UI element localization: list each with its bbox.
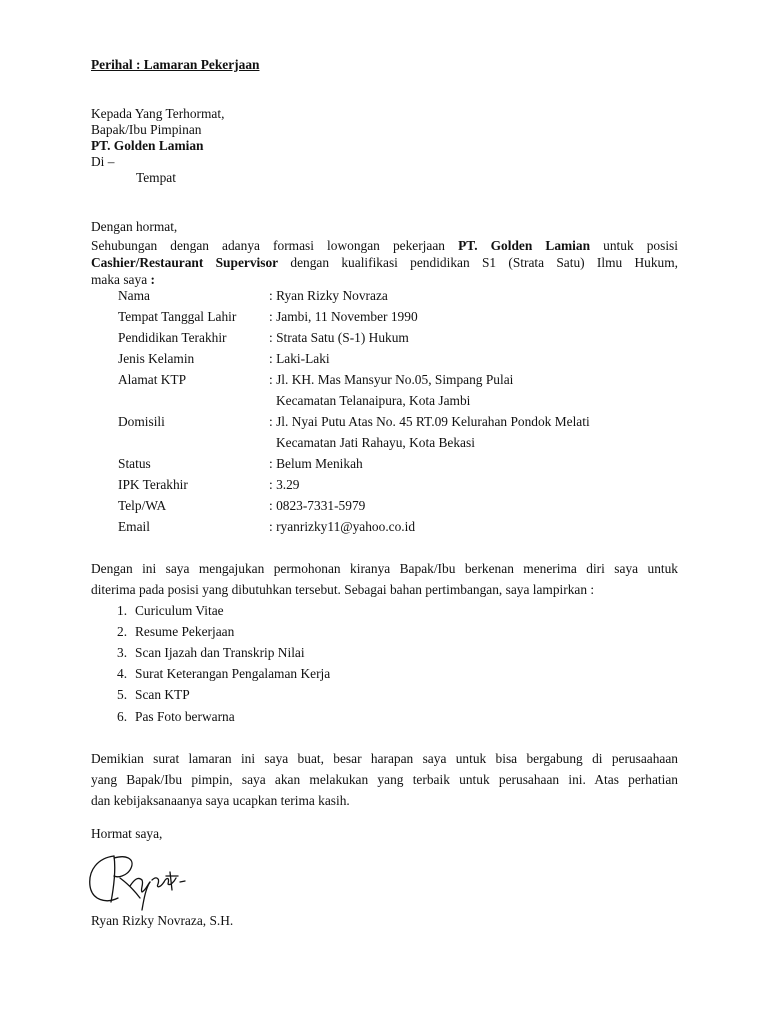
recipient-line1: Kepada Yang Terhormat, xyxy=(91,106,225,121)
request-line2: diterima pada posisi yang dibutuhkan tersebut. Sebagai bahan pertimbangan, saya lampirkan : xyxy=(91,582,595,597)
signoff: Hormat saya, xyxy=(91,826,163,841)
signature-image xyxy=(84,846,189,916)
intro-qualification: dengan kualifikasi pendidikan S1 (Strata Satu) Ilmu Hukum, xyxy=(290,255,678,270)
intro-line1 xyxy=(91,238,678,254)
detail-value-ipk: : 3.29 xyxy=(269,477,300,492)
intro-maka-saya: maka saya xyxy=(91,272,148,287)
attachment-item-6: Pas Foto berwarna xyxy=(135,709,235,724)
attachment-item-2: Resume Pekerjaan xyxy=(135,624,235,639)
detail-value-alamat-ktp-line2: Kecamatan Telanaipura, Kota Jambi xyxy=(276,393,471,408)
detail-label-ttl: Tempat Tanggal Lahir xyxy=(118,309,237,324)
detail-label-nama: Nama xyxy=(118,288,150,303)
letter-subject: Perihal : Lamaran Pekerjaan xyxy=(91,57,260,72)
signer-name: Ryan Rizky Novraza, S.H. xyxy=(91,913,234,928)
detail-label-jenis-kelamin: Jenis Kelamin xyxy=(118,351,195,366)
detail-label-domisili: Domisili xyxy=(118,414,165,429)
attachment-item-4: Surat Keterangan Pengalaman Kerja xyxy=(135,666,331,681)
attachment-num-2: 2. xyxy=(117,624,128,639)
detail-value-alamat-ktp: : Jl. KH. Mas Mansyur No.05, Simpang Pulai xyxy=(269,372,514,387)
detail-value-telp: : 0823-7331-5979 xyxy=(269,498,366,513)
intro-text-c: untuk posisi xyxy=(603,238,678,253)
attachment-item-5: Scan KTP xyxy=(135,687,190,702)
detail-value-pendidikan: : Strata Satu (S-1) Hukum xyxy=(269,330,409,345)
detail-label-ipk: IPK Terakhir xyxy=(118,477,188,492)
detail-value-ttl: : Jambi, 11 November 1990 xyxy=(269,309,418,324)
attachment-num-3: 3. xyxy=(117,645,128,660)
detail-label-pendidikan: Pendidikan Terakhir xyxy=(118,330,227,345)
attachment-num-5: 5. xyxy=(117,687,128,702)
intro-company: PT. Golden Lamian xyxy=(458,238,591,253)
detail-value-domisili: : Jl. Nyai Putu Atas No. 45 RT.09 Kelurahan Pondok Melati xyxy=(269,414,590,429)
closing-line3: dan kebijaksanaanya saya ucapkan terima kasih. xyxy=(91,793,350,808)
intro-text-a: Sehubungan dengan adanya formasi lowongan pekerjaan xyxy=(91,238,445,253)
detail-value-jenis-kelamin: : Laki-Laki xyxy=(269,351,330,366)
recipient-place: Tempat xyxy=(136,170,176,185)
detail-label-status: Status xyxy=(118,456,151,471)
attachment-num-1: 1. xyxy=(117,603,128,618)
detail-value-status: : Belum Menikah xyxy=(269,456,363,471)
attachment-item-1: Curiculum Vitae xyxy=(135,603,224,618)
closing-line2: yang Bapak/Ibu pimpin, saya akan melakukan yang terbaik untuk perusahaan ini. Atas perhatian xyxy=(91,772,678,787)
intro-line3 xyxy=(91,272,155,288)
greeting: Dengan hormat, xyxy=(91,219,178,234)
detail-label-alamat-ktp: Alamat KTP xyxy=(118,372,187,387)
attachment-item-3: Scan Ijazah dan Transkrip Nilai xyxy=(135,645,305,660)
detail-value-email: : ryanrizky11@yahoo.co.id xyxy=(269,519,416,534)
recipient-company: PT. Golden Lamian xyxy=(91,138,204,153)
attachment-num-4: 4. xyxy=(117,666,128,681)
intro-position: Cashier/Restaurant Supervisor xyxy=(91,255,279,270)
detail-label-email: Email xyxy=(118,519,150,534)
recipient-di: Di – xyxy=(91,154,115,169)
attachment-num-6: 6. xyxy=(117,709,128,724)
recipient-line2: Bapak/Ibu Pimpinan xyxy=(91,122,202,137)
detail-label-telp: Telp/WA xyxy=(118,498,167,513)
detail-value-nama: : Ryan Rizky Novraza xyxy=(269,288,388,303)
request-line1: Dengan ini saya mengajukan permohonan kiranya Bapak/Ibu berkenan menerima diri saya untuk xyxy=(91,561,678,576)
closing-line1: Demikian surat lamaran ini saya buat, besar harapan saya untuk bisa bergabung di perusaahaan xyxy=(91,751,678,766)
detail-value-domisili-line2: Kecamatan Jati Rahayu, Kota Bekasi xyxy=(276,435,475,450)
intro-colon: : xyxy=(150,272,155,287)
intro-line2 xyxy=(91,255,678,271)
